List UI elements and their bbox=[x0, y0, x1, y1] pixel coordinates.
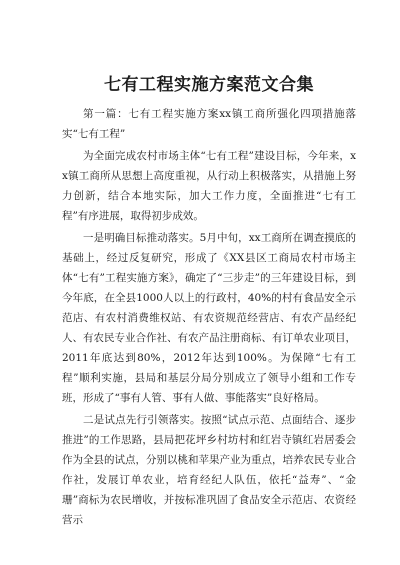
document-subtitle: 第一篇：七有工程实施方案xx镇工商所强化四项措施落实“七有工程” bbox=[62, 108, 356, 140]
paragraph-pilot: 二是试点先行引领落实。按照“试点示范、点面结合、逐步推进”的工作思路，县局把花坪乡村坊村和红岩寺镇红岩居委会作为全县的试点，分别以桃和苹果产业为重点，培养农民专业合作社，发展订单农业，培育经纪人队伍，依托“益寿”、“金珊”商标为农民增收，并按标准巩固了食品安全示范店、农资经营示 bbox=[62, 414, 356, 526]
document-title: 七有工程实施方案范文合集 bbox=[104, 75, 314, 95]
paragraph-intro: 为全面完成农村市场主体“七有工程”建设目标，今年来，xx镇工商所从思想上高度重视，从行动上积极落实，从措施上努力创新，结合本地实际，加大工作力度，全面推进“七有工程”有序进展，取得初步成效。 bbox=[62, 150, 356, 222]
paragraph-goals: 一是明确目标推动落实。5月中旬，xx工商所在调查摸底的基础上，经过反复研究，形成了《XX县区工商局农村市场主体“七有”工程实施方案》，确定了“三步走”的三年建设目标，到今年底，在全县1000人以上的行政村，40%的村有食品安全示范店、有农村消费维权站、有农资规范经营店、有农产品经纪人、有农民专业合作社、有农产品注册商标、有订单农业项目，2011年底达到80%，2012年达到100%。为保障“七有工程”顺利实施，县局和基层分局分别成立了领导小组和工作专班，形成了“事有人管、事有人做、事能落实”良好格局。 bbox=[62, 232, 356, 404]
